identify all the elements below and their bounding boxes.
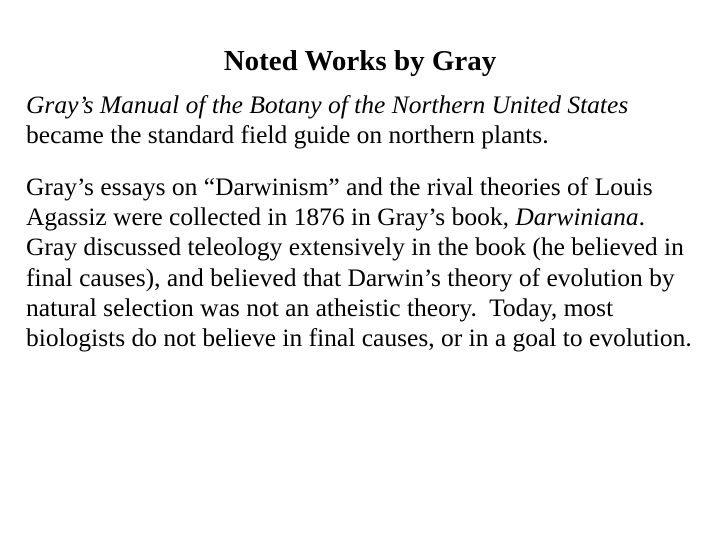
paragraph-text: . Gray discussed teleology extensively in the book (he believed in final causes), and believed that Darwin’s theory of evolution by natural selection was not an atheistic theory. Today, most biologists do not believe in final causes, or in a goal to evolution. xyxy=(26,202,692,353)
book-title-manual: Gray’s Manual of the Botany of the Northern United States xyxy=(26,90,629,119)
paragraph-text: became the standard field guide on northern plants. xyxy=(26,120,549,150)
slide-title: Noted Works by Gray xyxy=(223,45,497,77)
paragraph-manual xyxy=(26,90,706,150)
paragraph-text: Gray’s essays on “Darwinism” and the rival theories of Louis Agassiz were collected in 1876 in Gray’s book, xyxy=(26,172,653,232)
paragraph-darwiniana xyxy=(26,172,706,353)
book-title-darwiniana: Darwiniana xyxy=(515,202,639,232)
